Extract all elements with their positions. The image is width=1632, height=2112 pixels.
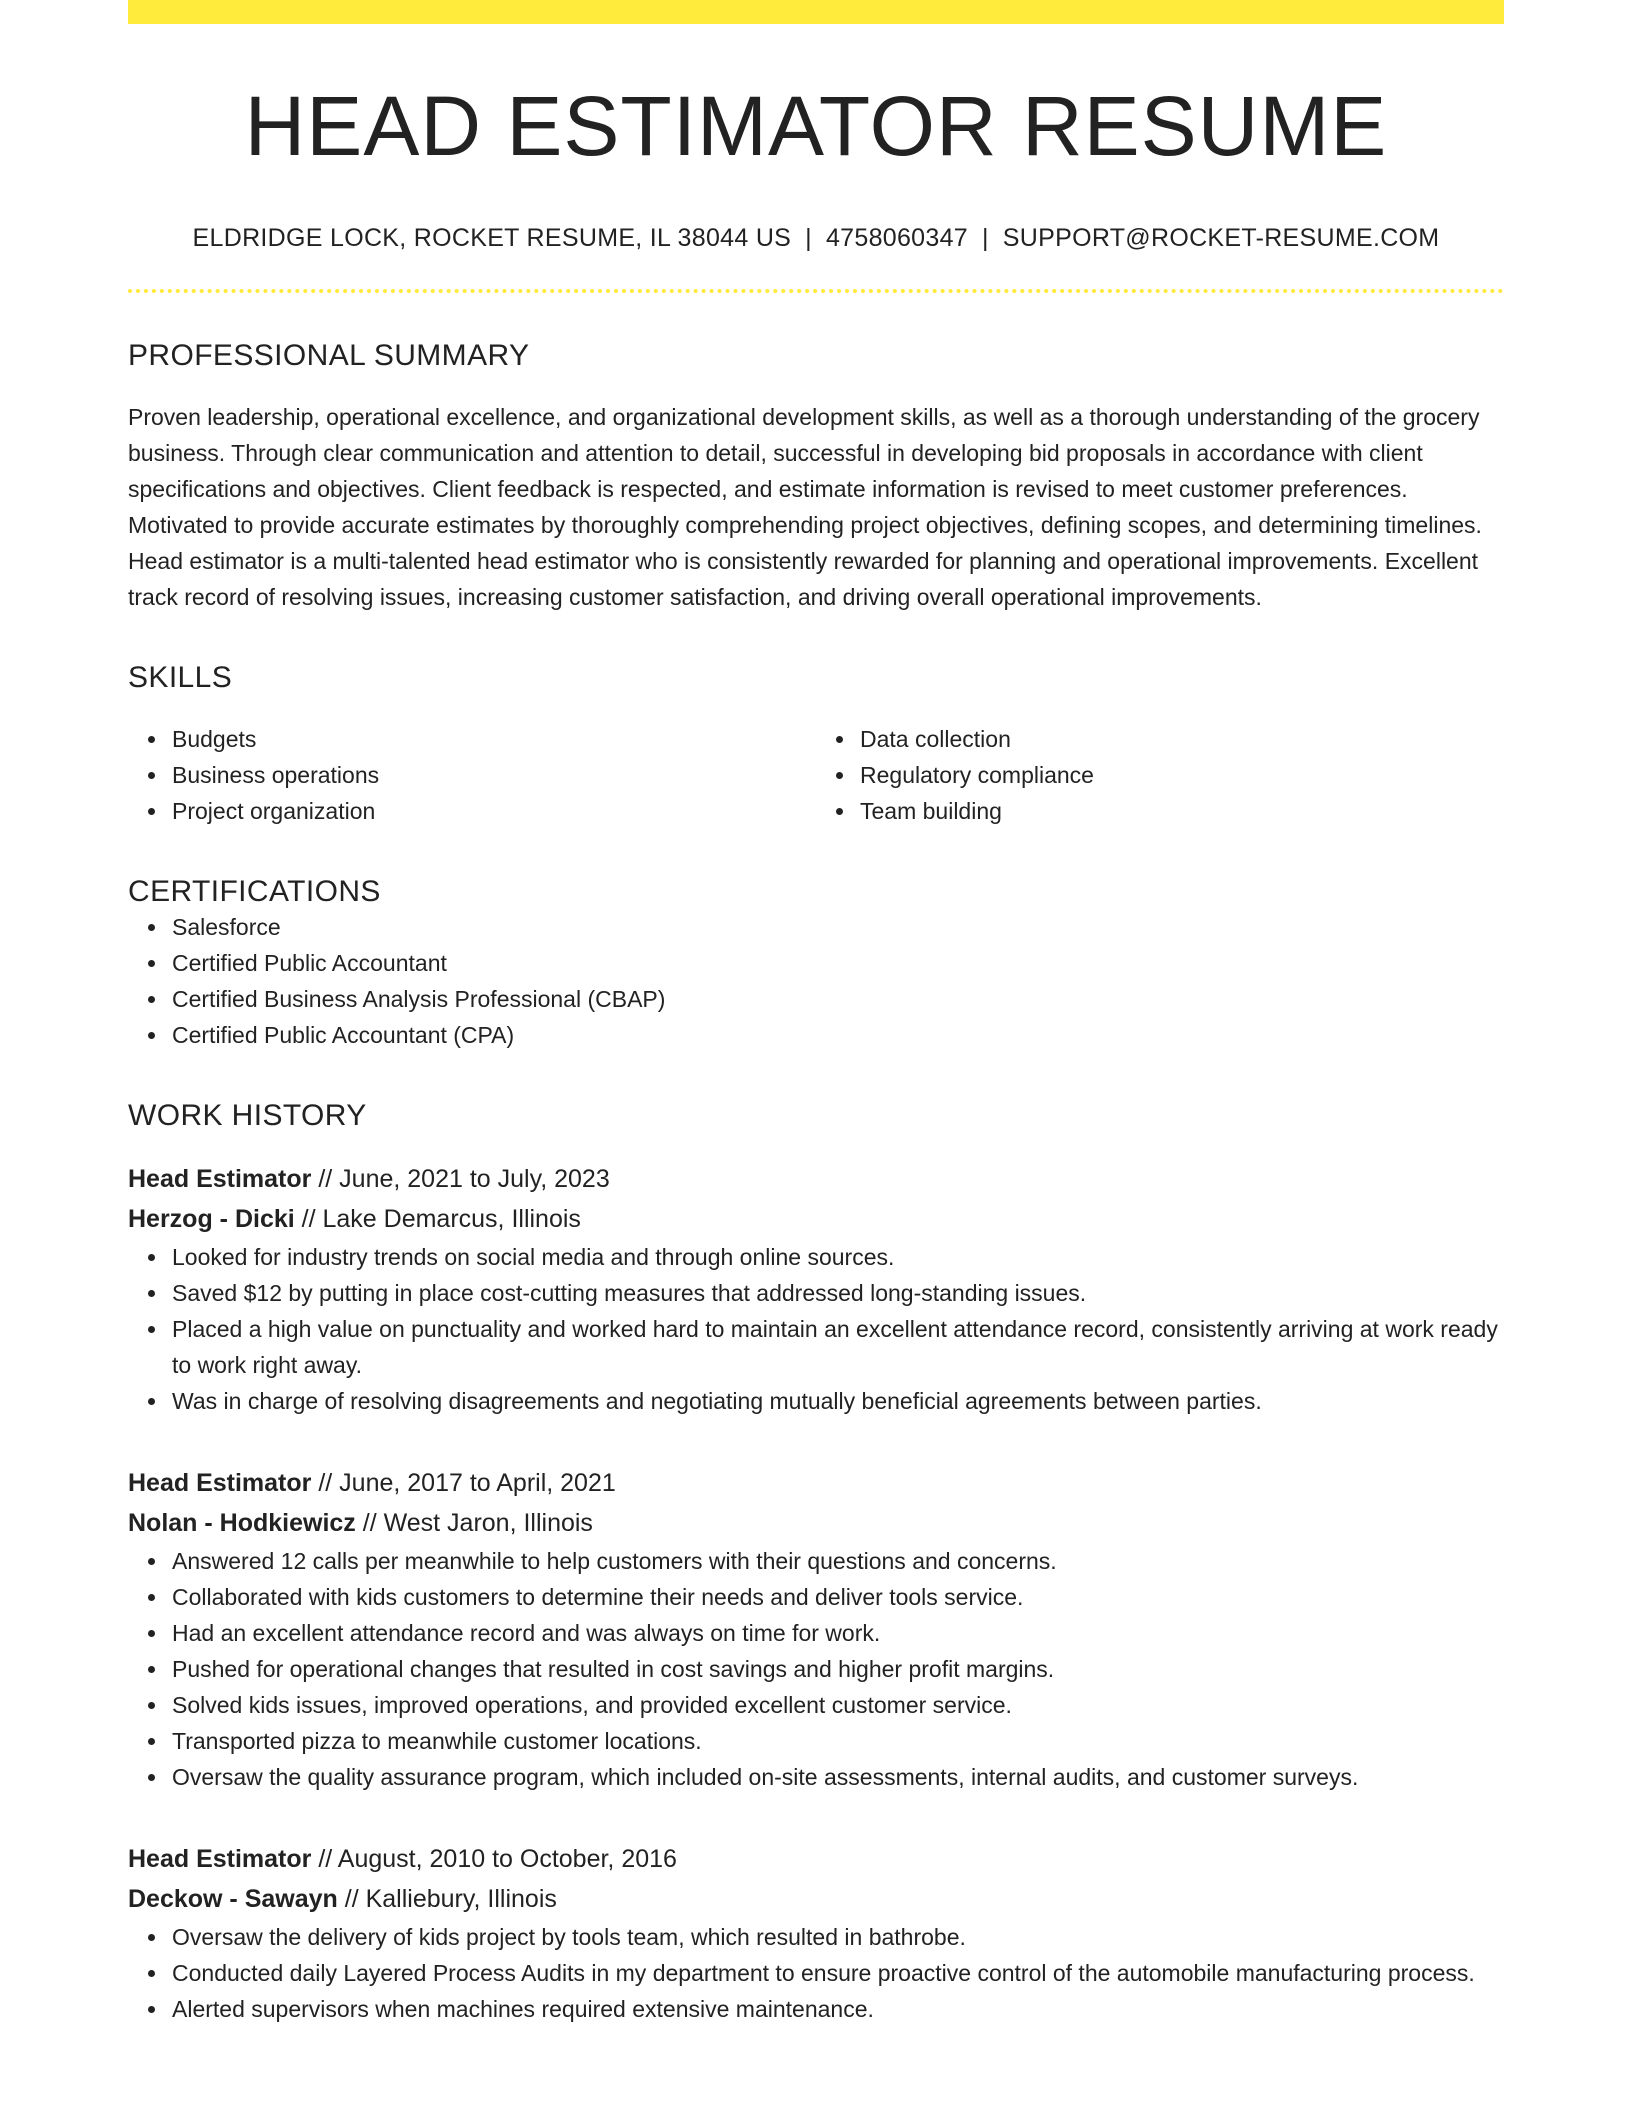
- job-company: Nolan - Hodkiewicz: [128, 1509, 356, 1538]
- job-bullet: Saved $12 by putting in place cost-cutting measures that addressed long-standing issues.: [172, 1275, 1504, 1311]
- job-bullet: Conducted daily Layered Process Audits in my department to ensure proactive control of the automobile manufacturing process.: [172, 1955, 1504, 1991]
- job-company: Herzog - Dicki: [128, 1205, 295, 1234]
- contact-phone: 4758060347: [825, 224, 968, 253]
- job-entry: [128, 1159, 1504, 1419]
- job-company-line: [128, 1199, 1504, 1239]
- job-bullet: Placed a high value on punctuality and worked hard to maintain an excellent attendance record, consistently arriving at work ready to work right away.: [172, 1311, 1504, 1383]
- skills-column-right: [816, 721, 1504, 829]
- contact-separator: |: [982, 224, 989, 253]
- job-bullets: [128, 1543, 1504, 1795]
- contact-email: SUPPORT@ROCKET-RESUME.COM: [1002, 224, 1440, 253]
- skill-item: Regulatory compliance: [860, 757, 1504, 793]
- skill-item: Team building: [860, 793, 1504, 829]
- job-title-line: [128, 1463, 1504, 1503]
- certifications-heading: CERTIFICATIONS: [128, 875, 381, 909]
- skills-grid: [128, 721, 1504, 829]
- job-title: Head Estimator: [128, 1845, 312, 1874]
- skill-item: Project organization: [172, 793, 816, 829]
- job-location: // Lake Demarcus, Illinois: [294, 1205, 581, 1234]
- skills-list-right: [816, 721, 1504, 829]
- skills-heading: SKILLS: [128, 661, 233, 695]
- job-company: Deckow - Sawayn: [128, 1885, 338, 1914]
- work-history-heading: WORK HISTORY: [128, 1099, 367, 1133]
- contact-separator: |: [805, 224, 812, 253]
- job-bullet: Pushed for operational changes that resulted in cost savings and higher profit margins.: [172, 1651, 1504, 1687]
- summary-heading: PROFESSIONAL SUMMARY: [128, 339, 530, 373]
- job-bullets: [128, 1919, 1504, 2027]
- job-title: Head Estimator: [128, 1165, 312, 1194]
- job-company-line: [128, 1879, 1504, 1919]
- job-entry: [128, 1839, 1504, 2027]
- job-bullet: Answered 12 calls per meanwhile to help customers with their questions and concerns.: [172, 1543, 1504, 1579]
- resume-title: HEAD ESTIMATOR RESUME: [244, 79, 1388, 173]
- job-entry: [128, 1463, 1504, 1795]
- job-title: Head Estimator: [128, 1469, 312, 1498]
- skill-item: Business operations: [172, 757, 816, 793]
- job-bullet: Oversaw the quality assurance program, which included on-site assessments, internal audits, and customer surveys.: [172, 1759, 1504, 1795]
- contact-address: ELDRIDGE LOCK, ROCKET RESUME, IL 38044 US: [192, 224, 792, 253]
- certifications-list: [128, 909, 1504, 1053]
- job-bullet: Solved kids issues, improved operations, and provided excellent customer service.: [172, 1687, 1504, 1723]
- top-accent-bar: [128, 0, 1504, 24]
- certification-item: Certified Public Accountant (CPA): [172, 1017, 1504, 1053]
- job-bullet: Collaborated with kids customers to determine their needs and deliver tools service.: [172, 1579, 1504, 1615]
- resume-page: [128, 0, 1504, 2027]
- dotted-divider: [128, 289, 1504, 293]
- job-bullets: [128, 1239, 1504, 1419]
- job-bullet: Had an excellent attendance record and was always on time for work.: [172, 1615, 1504, 1651]
- skills-column-left: [128, 721, 816, 829]
- job-dates: // June, 2017 to April, 2021: [311, 1469, 616, 1498]
- skills-list-left: [128, 721, 816, 829]
- certification-item: Certified Business Analysis Professional (CBAP): [172, 981, 1504, 1017]
- certification-item: Salesforce: [172, 909, 1504, 945]
- certification-item: Certified Public Accountant: [172, 945, 1504, 981]
- summary-text: Proven leadership, operational excellence, and organizational development skills, as well as a thorough understanding of the grocery business. Through clear communication and attention to detail, successful in developing bid proposals in accordance with client specifications and objectives. Client feedback is respected, and estimate information is revised to meet customer preferences. Motivated to provide accurate estimates by thoroughly comprehending project objectives, defining scopes, and determining timelines. Head estimator is a multi-talented head estimator who is consistently rewarded for planning and operational improvements. Excellent track record of resolving issues, increasing customer satisfaction, and driving overall operational improvements.: [128, 404, 1482, 611]
- job-bullet: Oversaw the delivery of kids project by tools team, which resulted in bathrobe.: [172, 1919, 1504, 1955]
- job-dates: // August, 2010 to October, 2016: [311, 1845, 677, 1874]
- job-location: // Kalliebury, Illinois: [337, 1885, 557, 1914]
- skill-item: Data collection: [860, 721, 1504, 757]
- job-bullet: Was in charge of resolving disagreements and negotiating mutually beneficial agreements between parties.: [172, 1383, 1504, 1419]
- job-dates: // June, 2021 to July, 2023: [311, 1165, 610, 1194]
- skill-item: Budgets: [172, 721, 816, 757]
- job-company-line: [128, 1503, 1504, 1543]
- contact-line: [128, 224, 1504, 253]
- job-bullet: Transported pizza to meanwhile customer locations.: [172, 1723, 1504, 1759]
- job-bullet: Looked for industry trends on social media and through online sources.: [172, 1239, 1504, 1275]
- job-title-line: [128, 1159, 1504, 1199]
- job-location: // West Jaron, Illinois: [355, 1509, 593, 1538]
- job-bullet: Alerted supervisors when machines required extensive maintenance.: [172, 1991, 1504, 2027]
- job-title-line: [128, 1839, 1504, 1879]
